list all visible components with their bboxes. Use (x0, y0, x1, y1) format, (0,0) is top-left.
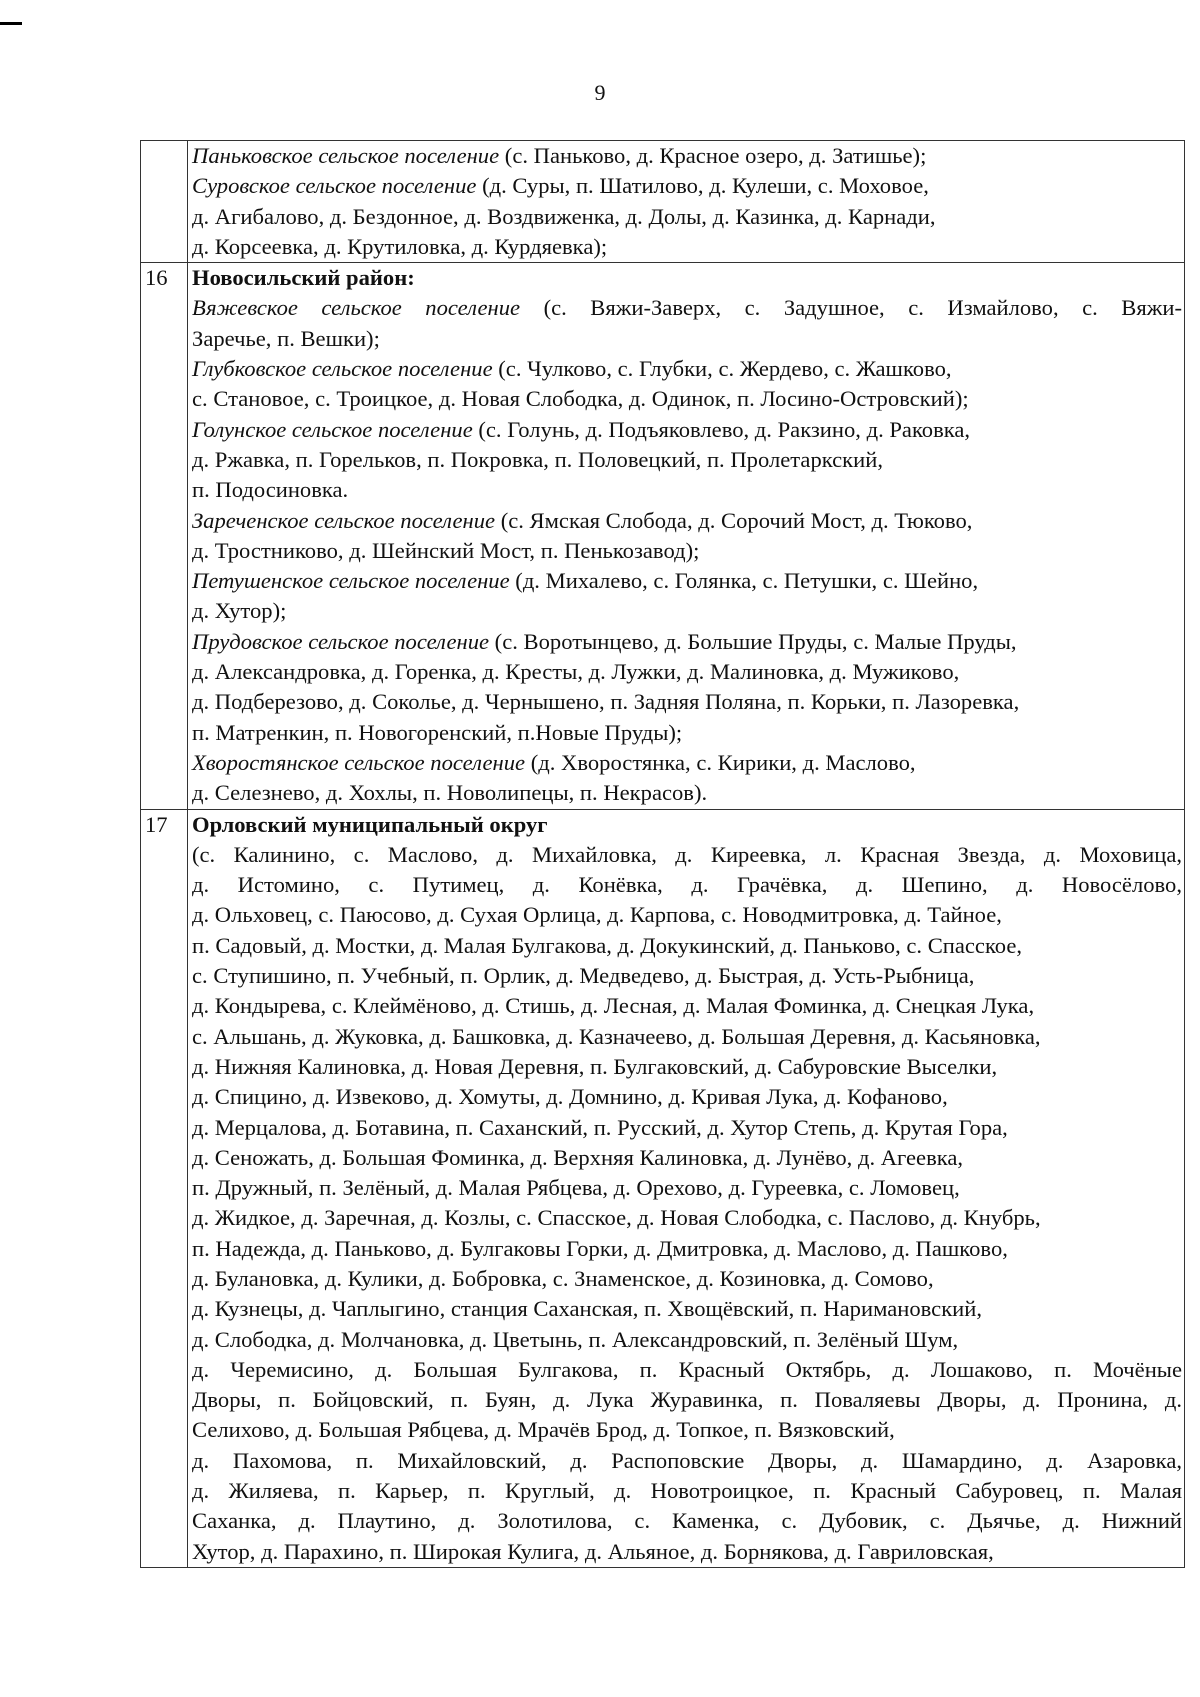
localities-text: д. Истомино, с. Путимец, д. Конёвка, д. Грачёвка, д. Шепино, д. Новосёлово, (192, 872, 1182, 898)
settlement-name: Прудовское сельское поселение (192, 628, 490, 654)
text-line (192, 1203, 1182, 1233)
localities-text: д. Пахомова, п. Михайловский, д. Распоповские Дворы, д. Шамардино, д. Азаровка, (192, 1447, 1182, 1473)
text-line (192, 718, 1182, 748)
text-line (192, 324, 1182, 354)
localities-text: д. Корсеевка, д. Крутиловка, д. Курдяевка); (192, 233, 608, 259)
text-line (192, 627, 1182, 657)
row-number (141, 141, 188, 263)
settlement-name: Паньковское сельское поселение (192, 143, 500, 168)
text-line (192, 1082, 1182, 1112)
text-line (192, 991, 1182, 1021)
localities-text: п. Матренкин, п. Новогоренский, п.Новые Пруды); (192, 719, 683, 745)
localities-text: д. Сеножать, д. Большая Фоминка, д. Верхняя Калиновка, д. Лунёво, д. Агеевка, (192, 1144, 964, 1170)
text-line (192, 445, 1182, 475)
localities-text: д. Жидкое, д. Заречная, д. Козлы, с. Спасское, д. Новая Слободка, с. Паслово, д. Кнубрь, (192, 1205, 1041, 1231)
text-line (192, 596, 1182, 626)
text-line (192, 171, 1182, 201)
text-line (192, 263, 1182, 293)
text-line (192, 1143, 1182, 1173)
localities-text: с. Альшань, д. Жуковка, д. Башковка, д. Казначеево, д. Большая Деревня, д. Касьяновка, (192, 1023, 1041, 1049)
text-line (192, 1415, 1182, 1445)
localities-text: д. Тростниково, д. Шейнский Мост, п. Пенькозавод); (192, 537, 700, 563)
localities-text: Саханка, д. Плаутино, д. Золотилова, с. Каменка, с. Дубовик, с. Дьячье, д. Нижний (192, 1508, 1182, 1534)
text-line (192, 1113, 1182, 1143)
settlement-name: Голунское сельское поселение (192, 416, 473, 442)
scan-edge-mark (0, 22, 22, 25)
localities-text: (с. Ямская Слобода, д. Сорочий Мост, д. Тюково, (495, 507, 973, 533)
text-line (192, 536, 1182, 566)
localities-text: д. Александровка, д. Горенка, д. Кресты, д. Лужки, д. Малиновка, д. Мужиково, (192, 659, 960, 685)
localities-text: д. Ольховец, с. Паюсово, д. Сухая Орлица, д. Карпова, с. Новодмитровка, д. Тайное, (192, 902, 1002, 928)
settlements-table (140, 140, 1185, 1568)
text-line (192, 1052, 1182, 1082)
localities-text: с. Ступишино, п. Учебный, п. Орлик, д. Медведево, д. Быстрая, д. Усть-Рыбница, (192, 963, 975, 989)
localities-text: (с. Воротынцево, д. Большие Пруды, с. Малые Пруды, (489, 628, 1017, 654)
table-body (141, 141, 1185, 1568)
text-line (192, 778, 1182, 808)
settlement-name: Петушенское сельское поселение (192, 568, 510, 594)
text-line (192, 1264, 1182, 1294)
localities-text: (с. Паньково, д. Красное озеро, д. Затишье); (499, 143, 927, 168)
localities-text: Селихово, д. Большая Рябцева, д. Мрачёв Брод, д. Топкое, п. Вязковский, (192, 1417, 895, 1443)
localities-text: д. Кузнецы, д. Чаплыгино, станция Саханская, п. Хвощёвский, п. Наримановский, (192, 1296, 982, 1322)
row-number: 17 (141, 809, 188, 1567)
localities-text: (д. Суры, п. Шатилово, д. Кулеши, с. Моховое, (476, 173, 929, 199)
settlement-name: Глубковское сельское поселение (192, 356, 493, 382)
localities-text: д. Мерцалова, д. Ботавина, п. Саханский, п. Русский, д. Хутор Степь, д. Крутая Гора, (192, 1114, 1008, 1140)
district-heading: Орловский муниципальный округ (192, 811, 548, 837)
settlement-name: Вяжевское сельское поселение (192, 295, 521, 321)
text-line (192, 1173, 1182, 1203)
text-line (192, 384, 1182, 414)
row-text (188, 809, 1185, 1567)
localities-text: д. Спицино, д. Извеково, д. Хомуты, д. Домнино, д. Кривая Лука, д. Кофаново, (192, 1084, 948, 1110)
text-line (192, 1476, 1182, 1506)
localities-text: д. Агибалово, д. Бездонное, д. Воздвиженка, д. Долы, д. Казинка, д. Карнади, (192, 203, 936, 229)
text-line (192, 1022, 1182, 1052)
localities-text: д. Жиляева, п. Карьер, п. Круглый, д. Новотроицкое, п. Красный Сабуровец, п. Малая (192, 1478, 1182, 1504)
localities-text: п. Надежда, д. Паньково, д. Булгаковы Горки, д. Дмитровка, д. Маслово, д. Пашково, (192, 1235, 1008, 1261)
text-line (192, 354, 1182, 384)
localities-text: (с. Вяжи-Заверх, с. Задушное, с. Измайлово, с. Вяжи- (520, 295, 1182, 321)
localities-text: с. Становое, с. Троицкое, д. Новая Слободка, д. Одинок, п. Лосино-Островский); (192, 386, 969, 412)
text-line (192, 748, 1182, 778)
text-line (192, 1294, 1182, 1324)
localities-text: Хутор, д. Парахино, п. Широкая Кулига, д. Альяное, д. Борнякова, д. Гавриловская, (192, 1538, 994, 1564)
localities-text: Заречье, п. Вешки); (192, 325, 380, 351)
text-line (192, 141, 1182, 171)
text-line (192, 1446, 1182, 1476)
table-row (141, 141, 1185, 263)
text-line (192, 870, 1182, 900)
localities-text: (с. Чулково, с. Глубки, с. Жердево, с. Жашково, (492, 356, 952, 382)
settlement-name: Зареченское сельское поселение (192, 507, 496, 533)
localities-text: (д. Михалево, с. Голянка, с. Петушки, с. Шейно, (509, 568, 979, 594)
table-row (141, 809, 1185, 1567)
settlement-name: Суровское сельское поселение (192, 173, 477, 199)
row-text (188, 263, 1185, 809)
page-number: 9 (594, 80, 606, 105)
localities-text: д. Селезнево, д. Хохлы, п. Новолипецы, п. Некрасов). (192, 780, 708, 806)
text-line (192, 1506, 1182, 1536)
district-heading: Новосильский район: (192, 265, 415, 291)
localities-text: (с. Голунь, д. Подъяковлево, д. Ракзино, д. Раковка, (472, 416, 971, 442)
localities-text: (д. Хворостянка, с. Кирики, д. Маслово, (525, 749, 916, 775)
text-line (192, 1355, 1182, 1385)
text-line (192, 293, 1182, 323)
localities-text: д. Черемисино, д. Большая Булгакова, п. Красный Октябрь, д. Лошаково, п. Мочёные (192, 1356, 1182, 1382)
localities-text: д. Подберезово, д. Соколье, д. Чернышено, п. Задняя Поляна, п. Корьки, п. Лазоревка, (192, 689, 1020, 715)
text-line (192, 657, 1182, 687)
text-line (192, 1537, 1182, 1567)
text-line (192, 810, 1182, 840)
row-text (188, 141, 1185, 263)
text-line (192, 506, 1182, 536)
localities-text: Дворы, п. Бойцовский, п. Буян, д. Лука Журавинка, п. Поваляевы Дворы, д. Пронина, д. (192, 1387, 1182, 1413)
localities-text: д. Ржавка, п. Горельков, п. Покровка, п. Половецкий, п. Пролетаркский, (192, 446, 883, 472)
text-line (192, 1234, 1182, 1264)
settlement-name: Хворостянское сельское поселение (192, 749, 526, 775)
text-line (192, 931, 1182, 961)
localities-text: п. Дружный, п. Зелёный, д. Малая Рябцева, д. Орехово, д. Гуреевка, с. Ломовец, (192, 1175, 960, 1201)
localities-text: п. Подосиновка. (192, 477, 349, 503)
localities-text: д. Нижняя Калиновка, д. Новая Деревня, п. Булгаковский, д. Сабуровские Выселки, (192, 1053, 998, 1079)
localities-text: д. Хутор); (192, 598, 287, 624)
localities-text: д. Слободка, д. Молчановка, д. Цветынь, п. Александровский, п. Зелёный Шум, (192, 1326, 959, 1352)
text-line (192, 202, 1182, 232)
localities-text: (с. Калинино, с. Маслово, д. Михайловка, д. Киреевка, л. Красная Звезда, д. Моховица, (192, 841, 1182, 867)
text-line (192, 566, 1182, 596)
text-line (192, 475, 1182, 505)
text-line (192, 1385, 1182, 1415)
text-line (192, 232, 1182, 262)
text-line (192, 415, 1182, 445)
text-line (192, 687, 1182, 717)
text-line (192, 961, 1182, 991)
text-line (192, 840, 1182, 870)
table-row (141, 263, 1185, 809)
localities-text: д. Булановка, д. Кулики, д. Бобровка, с. Знаменское, д. Козиновка, д. Сомово, (192, 1265, 934, 1291)
row-number: 16 (141, 263, 188, 809)
text-line (192, 900, 1182, 930)
localities-text: д. Кондырева, с. Клеймёново, д. Стишь, д. Лесная, д. Малая Фоминка, д. Снецкая Лука, (192, 993, 1035, 1019)
localities-text: п. Садовый, д. Мостки, д. Малая Булгакова, д. Докукинский, д. Паньково, с. Спасское, (192, 932, 1023, 958)
text-line (192, 1325, 1182, 1355)
